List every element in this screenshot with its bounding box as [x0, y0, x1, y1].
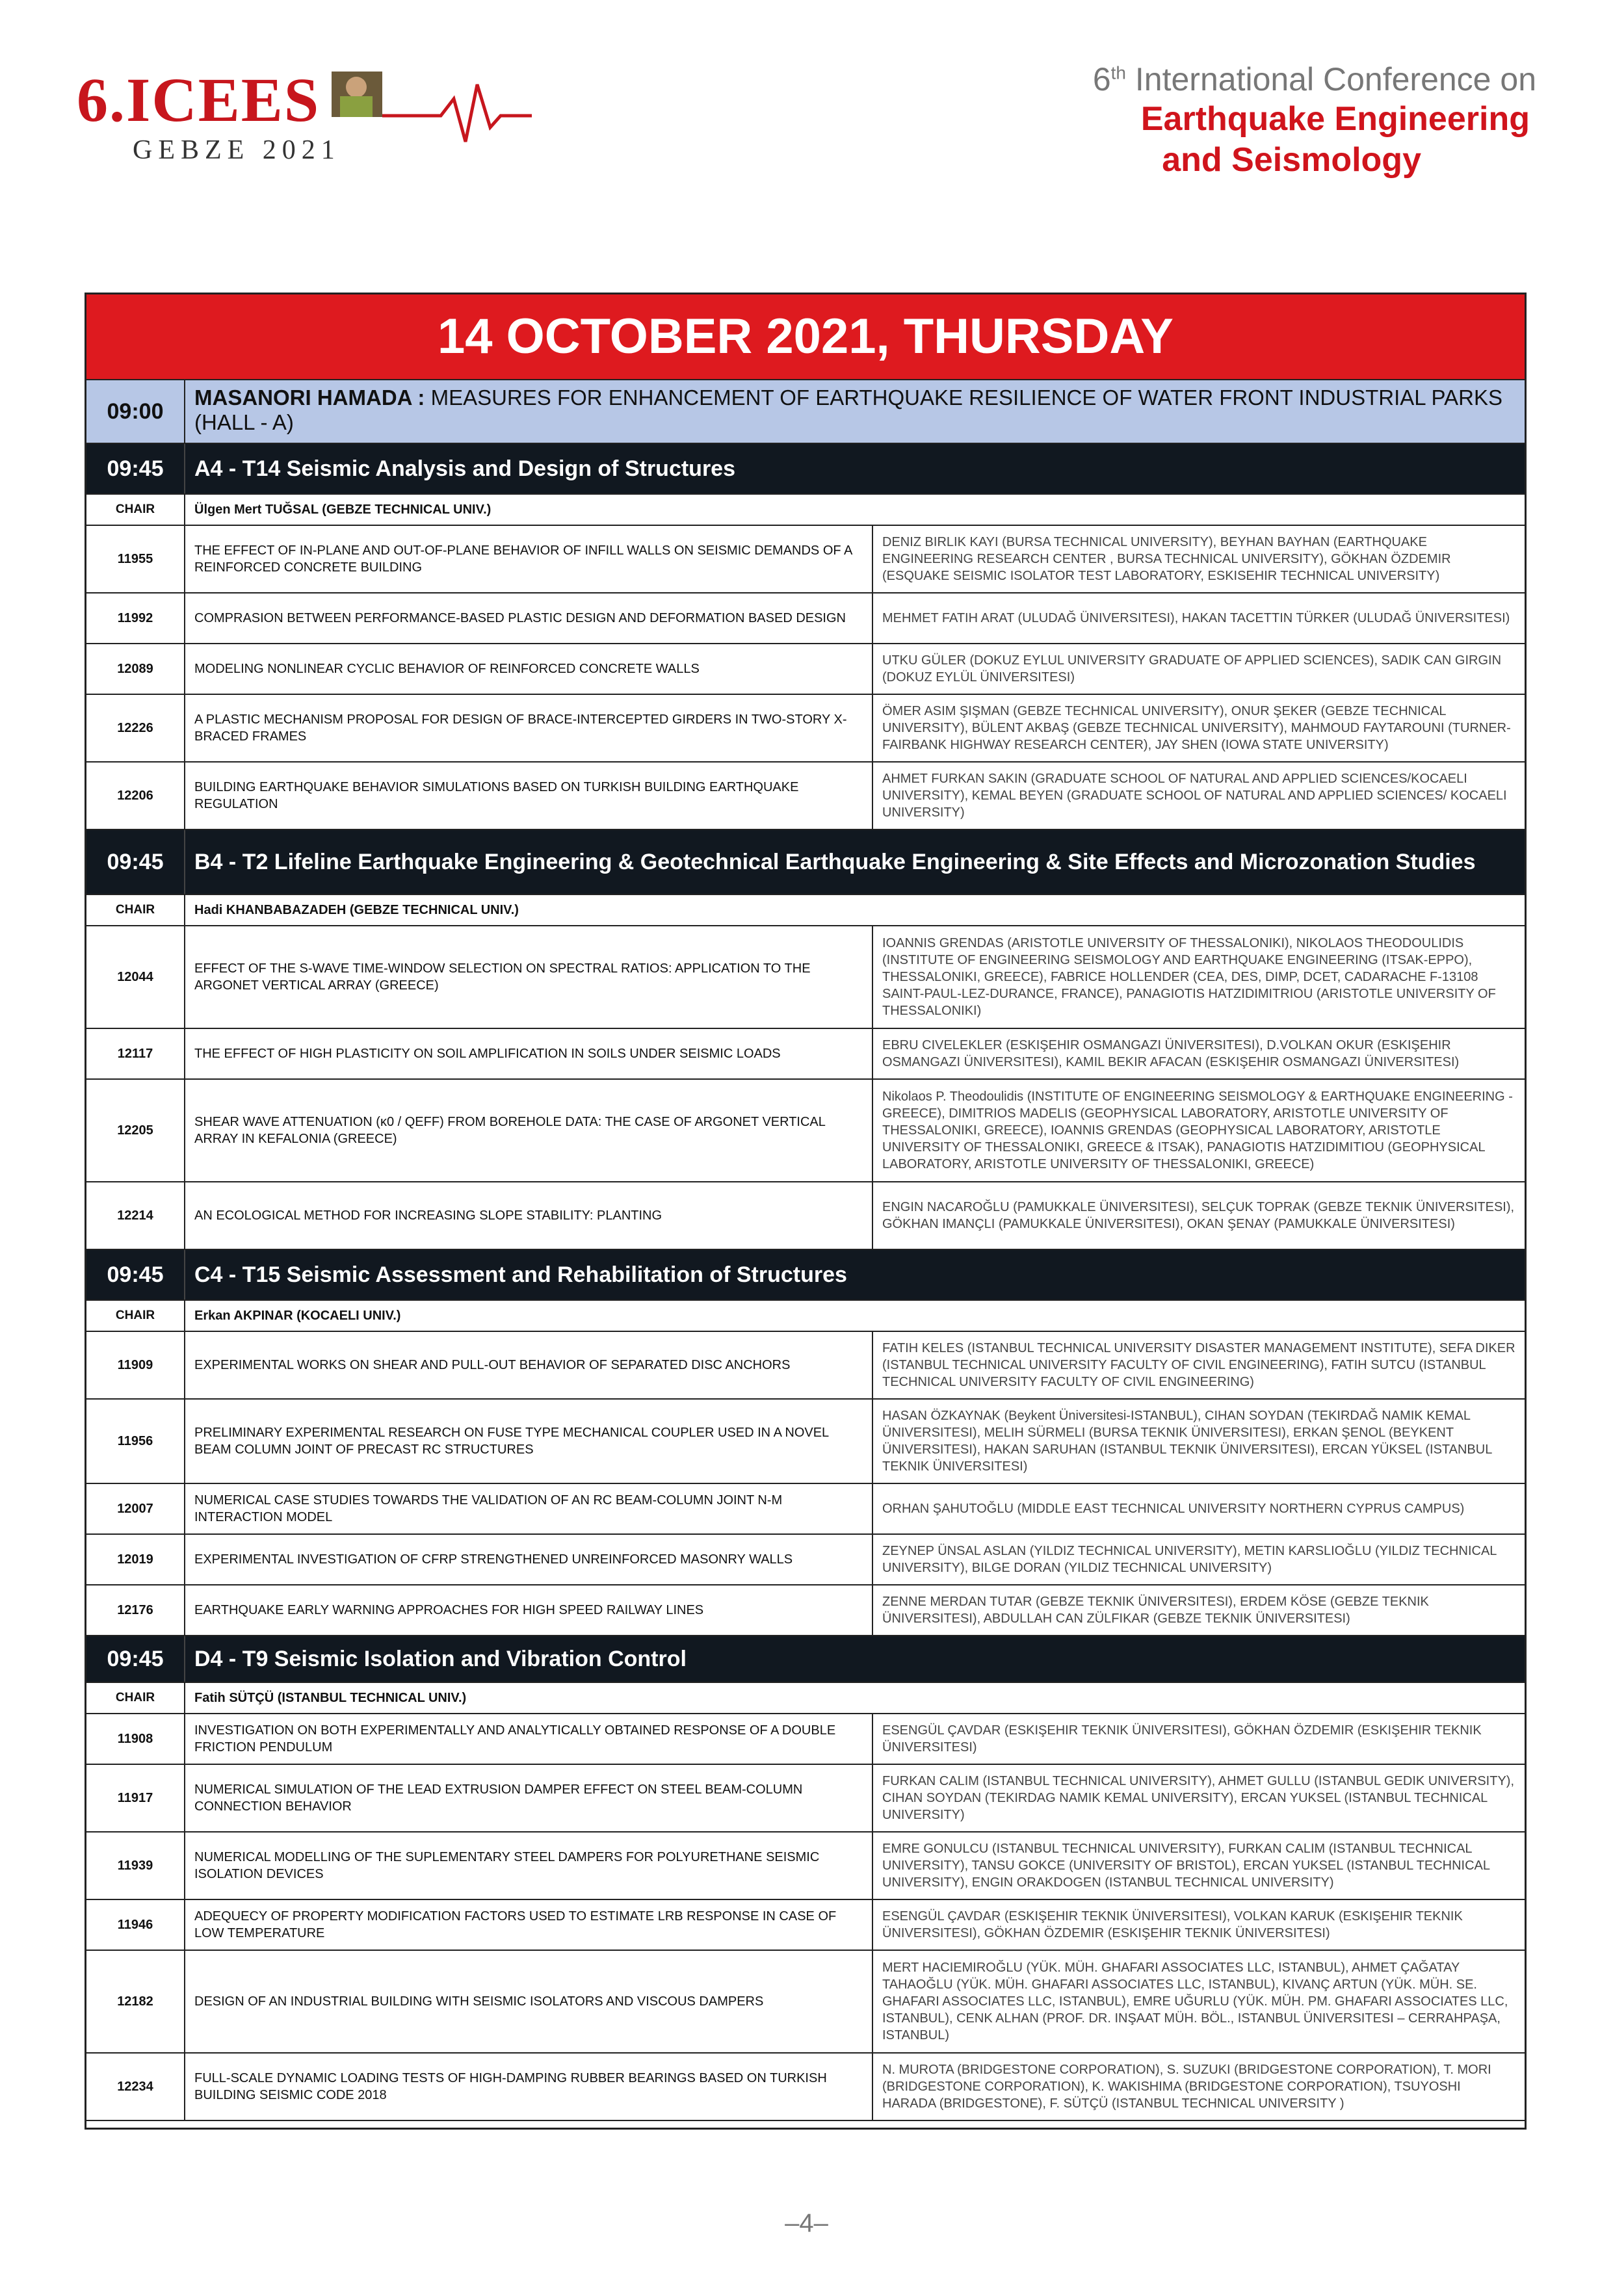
- paper-title: INVESTIGATION ON BOTH EXPERIMENTALLY AND ANALYTICALLY OBTAINED RESPONSE OF A DOUBLE FRICTION PENDULUM: [185, 1714, 873, 1764]
- table-row: [86, 926, 1525, 1029]
- conference-title-line1: 6th International Conference on: [1092, 61, 1536, 98]
- session-header: [86, 1636, 1525, 1683]
- paper-authors: MEHMET FATIH ARAT (ULUDAĞ ÜNIVERSITESI), HAKAN TACETTIN TÜRKER (ULUDAĞ ÜNIVERSITESI): [882, 611, 1510, 625]
- paper-title: MODELING NONLINEAR CYCLIC BEHAVIOR OF REINFORCED CONCRETE WALLS: [185, 644, 873, 694]
- chair-label: CHAIR: [86, 1683, 185, 1713]
- paper-title: SHEAR WAVE ATTENUATION (κ0 / QEFF) FROM BOREHOLE DATA: THE CASE OF ARGONET VERTICAL ARRAY IN KEFALONIA (GREECE): [185, 1080, 873, 1181]
- paper-authors: MERT HACIEMIROĞLU (YÜK. MÜH. GHAFARI ASSOCIATES LLC, ISTANBUL), AHMET ÇAĞATAY TAHAOĞLU (YÜK. MÜH. GHAFARI ASSOCIATES LLC, ISTANBUL), KIVANÇ ARTUN (YÜK. MÜH. SE. GHAFARI ASSOCIATES LLC, ISTANBUL), EMRE UĞURLU (YÜK. MÜH. PM. GHAFARI ASSOCIATES LLC, ISTANBUL), CENK ALHAN (PROF. DR. INŞAAT MÜH. BÖL., ISTANBUL ÜNIVERSITESI – CERRAHPAŞA, ISTANBUL): [882, 1961, 1508, 2042]
- table-row: [86, 1765, 1525, 1833]
- paper-id: 12007: [86, 1484, 185, 1533]
- keynote-time: 09:00: [86, 380, 185, 443]
- paper-id: 11908: [86, 1714, 185, 1764]
- table-row: [86, 1484, 1525, 1535]
- paper-id: 12214: [86, 1182, 185, 1249]
- session-header: [86, 830, 1525, 895]
- logo-wordmark: 6.ICEES: [77, 65, 321, 135]
- keynote-row: [86, 380, 1525, 444]
- page-number: –4–: [785, 2209, 828, 2237]
- paper-authors: FATIH KELES (ISTANBUL TECHNICAL UNIVERSITY DISASTER MANAGEMENT INSTITUTE), SEFA DIKER (ISTANBUL TECHNICAL UNIVERSITY FACULTY OF CIVIL ENGINEERING), FATIH SUTCU (ISTANBUL TECHNICAL UNIVERSITY FACULTY OF CIVIL ENGINEERING): [882, 1341, 1515, 1389]
- paper-authors: EMRE GONULCU (ISTANBUL TECHNICAL UNIVERSITY), FURKAN CALIM (ISTANBUL TECHNICAL UNIVERSITY), TANSU GOKCE (UNIVERSITY OF BRISTOL), ERCAN YUKSEL (ISTANBUL TECHNICAL UNIVERSITY), ENGIN ORAKDOGEN (ISTANBUL TECHNICAL UNIVERSITY): [882, 1842, 1490, 1890]
- paper-authors: ORHAN ŞAHUTOĞLU (MIDDLE EAST TECHNICAL UNIVERSITY NORTHERN CYPRUS CAMPUS): [882, 1502, 1465, 1516]
- session-title: C4 - T15 Seismic Assessment and Rehabilitation of Structures: [194, 1262, 847, 1287]
- paper-title: THE EFFECT OF HIGH PLASTICITY ON SOIL AMPLIFICATION IN SOILS UNDER SEISMIC LOADS: [185, 1029, 873, 1078]
- paper-title: THE EFFECT OF IN-PLANE AND OUT-OF-PLANE BEHAVIOR OF INFILL WALLS ON SEISMIC DEMANDS OF A REINFORCED CONCRETE BUILDING: [185, 526, 873, 592]
- paper-title: A PLASTIC MECHANISM PROPOSAL FOR DESIGN OF BRACE-INTERCEPTED GIRDERS IN TWO-STORY X-BRACED FRAMES: [185, 695, 873, 761]
- keynote-title: MEASURES FOR ENHANCEMENT OF EARTHQUAKE RESILIENCE OF WATER FRONT INDUSTRIAL PARKS (HALL - A): [194, 385, 1502, 434]
- table-row: [86, 594, 1525, 644]
- paper-title: EXPERIMENTAL WORKS ON SHEAR AND PULL-OUT BEHAVIOR OF SEPARATED DISC ANCHORS: [185, 1332, 873, 1398]
- chair-label: CHAIR: [86, 495, 185, 525]
- paper-authors: ZENNE MERDAN TUTAR (GEBZE TEKNIK ÜNIVERSITESI), ERDEM KÖSE (GEBZE TEKNIK ÜNIVERSITESI), ABDULLAH CAN ZÜLFIKAR (GEBZE TEKNIK ÜNIVERSITESI): [882, 1595, 1429, 1626]
- paper-title: EARTHQUAKE EARLY WARNING APPROACHES FOR HIGH SPEED RAILWAY LINES: [185, 1585, 873, 1635]
- paper-title: DESIGN OF AN INDUSTRIAL BUILDING WITH SEISMIC ISOLATORS AND VISCOUS DAMPERS: [185, 1951, 873, 2052]
- paper-authors: EBRU CIVELEKLER (ESKIŞEHIR OSMANGAZI ÜNIVERSITESI), D.VOLKAN OKUR (ESKIŞEHIR OSMANGAZI ÜNIVERSITESI), KAMIL BEKIR AFACAN (ESKIŞEHIR OSMANGAZI ÜNIVERSITESI): [882, 1038, 1460, 1069]
- paper-authors: FURKAN CALIM (ISTANBUL TECHNICAL UNIVERSITY), AHMET GULLU (ISTANBUL GEDIK UNIVERSITY), CIHAN SOYDAN (TEKIRDAG NAMIK KEMAL UNIVERSITY), ERCAN YUKSEL (ISTANBUL TECHNICAL UNIVERSITY): [882, 1774, 1515, 1822]
- table-row: [86, 644, 1525, 695]
- schedule-table: [85, 293, 1527, 2130]
- chair-name: Erkan AKPINAR (KOCAELI UNIV.): [194, 1308, 401, 1323]
- paper-title: NUMERICAL SIMULATION OF THE LEAD EXTRUSION DAMPER EFFECT ON STEEL BEAM-COLUMN CONNECTION BEHAVIOR: [185, 1765, 873, 1831]
- conference-logo: [77, 65, 545, 182]
- table-row: [86, 1900, 1525, 1951]
- conference-title-line2: Earthquake Engineering: [1140, 100, 1530, 138]
- paper-id: 12176: [86, 1585, 185, 1635]
- table-row: [86, 1833, 1525, 1900]
- session-time: 09:45: [86, 1250, 185, 1299]
- paper-title: FULL-SCALE DYNAMIC LOADING TESTS OF HIGH-DAMPING RUBBER BEARINGS BASED ON TURKISH BUILDING SEISMIC CODE 2018: [185, 2054, 873, 2120]
- paper-authors: IOANNIS GRENDAS (ARISTOTLE UNIVERSITY OF THESSALONIKI), NIKOLAOS THEODOULIDIS (INSTITUTE OF ENGINEERING SEISMOLOGY AND EARTHQUAKE ENGINEERING (ITSAK-EPPO), THESSALONIKI, GREECE), FABRICE HOLLENDER (CEA, DES, DIMP, DCET, CADARACHE F-13108 SAINT-PAUL-LEZ-DURANCE, FRANCE), PANAGIOTIS HATZIDIMITRIOU (ARISTOTLE UNIVERSITY OF THESSALONIKI): [882, 936, 1496, 1018]
- paper-id: 12044: [86, 926, 185, 1028]
- chair-label: CHAIR: [86, 895, 185, 925]
- paper-authors: HASAN ÖZKAYNAK (Beykent Üniversitesi-ISTANBUL), CIHAN SOYDAN (TEKIRDAĞ NAMIK KEMAL ÜNIVERSITESI), MELIH SÜRMELI (BURSA TEKNIK ÜNIVERSITESI), ERKAN ŞENOL (BEYKENT ÜNIVERSITESI), HAKAN SARUHAN (ISTANBUL TEKNIK ÜNIVERSITESI), ERCAN YÜKSEL (ISTANBUL TEKNIK ÜNIVERSITESI): [882, 1409, 1492, 1474]
- table-row: [86, 1400, 1525, 1484]
- paper-title: COMPRASION BETWEEN PERFORMANCE-BASED PLASTIC DESIGN AND DEFORMATION BASED DESIGN: [185, 594, 873, 643]
- table-row: [86, 1080, 1525, 1182]
- table-row: [86, 2054, 1525, 2121]
- paper-title: AN ECOLOGICAL METHOD FOR INCREASING SLOPE STABILITY: PLANTING: [185, 1182, 873, 1249]
- paper-authors: ÖMER ASIM ŞIŞMAN (GEBZE TECHNICAL UNIVERSITY), ONUR ŞEKER (GEBZE TECHNICAL UNIVERSITY), BÜLENT AKBAŞ (GEBZE TECHNICAL UNIVERSITY), MAHMOUD FAYTAROUNI (TURNER-FAIRBANK HIGHWAY RESEARCH CENTER), JAY SHEN (IOWA STATE UNIVERSITY): [882, 704, 1511, 752]
- paper-title: BUILDING EARTHQUAKE BEHAVIOR SIMULATIONS BASED ON TURKISH BUILDING EARTHQUAKE REGULATION: [185, 763, 873, 829]
- chair-row: [86, 1683, 1525, 1714]
- table-row: [86, 1951, 1525, 2054]
- keynote-text: [185, 380, 1525, 443]
- session-title: D4 - T9 Seismic Isolation and Vibration Control: [194, 1647, 687, 1671]
- table-row: [86, 695, 1525, 763]
- paper-authors: ESENGÜL ÇAVDAR (ESKIŞEHIR TEKNIK ÜNIVERSITESI), GÖKHAN ÖZDEMIR (ESKIŞEHIR TEKNIK ÜNIVERSITESI): [882, 1723, 1482, 1755]
- paper-id: 11939: [86, 1833, 185, 1899]
- paper-id: 12226: [86, 695, 185, 761]
- chair-name: Hadi KHANBABAZADEH (GEBZE TECHNICAL UNIV.): [194, 902, 519, 917]
- table-row: [86, 1029, 1525, 1080]
- paper-id: 12117: [86, 1029, 185, 1078]
- paper-id: 12206: [86, 763, 185, 829]
- session-header: [86, 1250, 1525, 1301]
- paper-authors: ENGIN NACAROĞLU (PAMUKKALE ÜNIVERSITESI), SELÇUK TOPRAK (GEBZE TEKNIK ÜNIVERSITESI), GÖKHAN IMANÇLI (PAMUKKALE ÜNIVERSITESI), OKAN ŞENAY (PAMUKKALE ÜNIVERSITESI): [882, 1200, 1515, 1231]
- paper-title: NUMERICAL CASE STUDIES TOWARDS THE VALIDATION OF AN RC BEAM-COLUMN JOINT N-M INTERACTION MODEL: [185, 1484, 873, 1533]
- paper-id: 11992: [86, 594, 185, 643]
- chair-row: [86, 1301, 1525, 1332]
- chair-row: [86, 895, 1525, 926]
- paper-id: 12019: [86, 1535, 185, 1584]
- paper-title: ADEQUECY OF PROPERTY MODIFICATION FACTORS USED TO ESTIMATE LRB RESPONSE IN CASE OF LOW TEMPERATURE: [185, 1900, 873, 1950]
- table-row: [86, 1182, 1525, 1250]
- paper-id: 12182: [86, 1951, 185, 2052]
- day-title: 14 OCTOBER 2021, THURSDAY: [86, 294, 1525, 380]
- paper-id: 11909: [86, 1332, 185, 1398]
- paper-title: NUMERICAL MODELLING OF THE SUPLEMENTARY STEEL DAMPERS FOR POLYURETHANE SEISMIC ISOLATION DEVICES: [185, 1833, 873, 1899]
- keynote-speaker: MASANORI HAMADA :: [194, 385, 425, 410]
- paper-authors: ESENGÜL ÇAVDAR (ESKIŞEHIR TEKNIK ÜNIVERSITESI), VOLKAN KARUK (ESKIŞEHIR TEKNIK ÜNIVERSITESI), GÖKHAN ÖZDEMIR (ESKIŞEHIR TEKNIK ÜNIVERSITESI): [882, 1909, 1463, 1940]
- paper-authors: AHMET FURKAN SAKIN (GRADUATE SCHOOL OF NATURAL AND APPLIED SCIENCES/KOCAELI UNIVERSITY), KEMAL BEYEN (GRADUATE SCHOOL OF NATURAL AND APPLIED SCIENCES/ KOCAELI UNIVERSITY): [882, 772, 1507, 820]
- paper-id: 12089: [86, 644, 185, 694]
- session-header: [86, 444, 1525, 495]
- table-row: [86, 1535, 1525, 1585]
- chair-name: Ülgen Mert TUĞSAL (GEBZE TECHNICAL UNIV.): [194, 502, 492, 517]
- paper-authors: DENIZ BIRLIK KAYI (BURSA TECHNICAL UNIVERSITY), BEYHAN BAYHAN (EARTHQUAKE ENGINEERING RESEARCH CENTER , BURSA TECHNICAL UNIVERSITY), GÖKHAN ÖZDEMIR (ESQUAKE SEISMIC ISOLATOR TEST LABORATORY, ESKISEHIR TECHNICAL UNIVERSITY): [882, 535, 1451, 583]
- table-row: [86, 1332, 1525, 1400]
- paper-title: EXPERIMENTAL INVESTIGATION OF CFRP STRENGTHENED UNREINFORCED MASONRY WALLS: [185, 1535, 873, 1584]
- session-time: 09:45: [86, 830, 185, 894]
- session-title: B4 - T2 Lifeline Earthquake Engineering & Geotechnical Earthquake Engineering & Site Effects and Microzonation Studies: [194, 850, 1476, 874]
- table-row: [86, 763, 1525, 830]
- table-row: [86, 1585, 1525, 1636]
- conference-title: [951, 60, 1536, 181]
- paper-authors: ZEYNEP ÜNSAL ASLAN (YILDIZ TECHNICAL UNIVERSITY), METIN KARSLIOĞLU (YILDIZ TECHNICAL UNIVERSITY), BILGE DORAN (YILDIZ TECHNICAL UNIVERSITY): [882, 1544, 1497, 1575]
- paper-title: PRELIMINARY EXPERIMENTAL RESEARCH ON FUSE TYPE MECHANICAL COUPLER USED IN A NOVEL BEAM COLUMN JOINT OF PRECAST RC STRUCTURES: [185, 1400, 873, 1483]
- paper-id: 11946: [86, 1900, 185, 1950]
- conference-title-line3: and Seismology: [1162, 141, 1421, 179]
- paper-id: 11956: [86, 1400, 185, 1483]
- chair-label: CHAIR: [86, 1301, 185, 1331]
- session-time: 09:45: [86, 444, 185, 493]
- paper-title: EFFECT OF THE S-WAVE TIME-WINDOW SELECTION ON SPECTRAL RATIOS: APPLICATION TO THE ARGONET VERTICAL ARRAY (GREECE): [185, 926, 873, 1028]
- paper-id: 11955: [86, 526, 185, 592]
- paper-id: 12234: [86, 2054, 185, 2120]
- paper-id: 12205: [86, 1080, 185, 1181]
- paper-authors: UTKU GÜLER (DOKUZ EYLUL UNIVERSITY GRADUATE OF APPLIED SCIENCES), SADIK CAN GIRGIN (DOKUZ EYLÜL ÜNIVERSITESI): [882, 653, 1502, 685]
- paper-authors: Nikolaos P. Theodoulidis (INSTITUTE OF ENGINEERING SEISMOLOGY & EARTHQUAKE ENGINEERING - GREECE), DIMITRIOS MADELIS (GEOPHYSICAL LABORATORY, ARISTOTLE UNIVERSITY OF THESSALONIKI, GREECE), IOANNIS GRENDAS (GEOPHYSICAL LABORATORY, ARISTOTLE UNIVERSITY OF THESSALONIKI, GREECE & ITSAK), PANAGIOTIS HATZIDIMITIOU (GEOPHYSICAL LABORATORY, ARISTOTLE UNIVERSITY OF THESSALONIKI, GREECE): [882, 1089, 1513, 1171]
- paper-authors: N. MUROTA (BRIDGESTONE CORPORATION), S. SUZUKI (BRIDGESTONE CORPORATION), T. MORI (BRIDGESTONE CORPORATION), K. WAKISHIMA (BRIDGESTONE CORPORATION), TSUYOSHI HARADA (BRIDGESTONE), F. SÜTÇÜ (ISTANBUL TECHNICAL UNIVERSITY ): [882, 2063, 1491, 2111]
- paper-id: 11917: [86, 1765, 185, 1831]
- chair-row: [86, 495, 1525, 526]
- table-row: [86, 526, 1525, 594]
- logo-subtitle: GEBZE 2021: [133, 135, 341, 165]
- table-row: [86, 1714, 1525, 1765]
- chair-name: Fatih SÜTÇÜ (ISTANBUL TECHNICAL UNIV.): [194, 1690, 467, 1705]
- session-time: 09:45: [86, 1636, 185, 1682]
- session-title: A4 - T14 Seismic Analysis and Design of Structures: [194, 456, 736, 481]
